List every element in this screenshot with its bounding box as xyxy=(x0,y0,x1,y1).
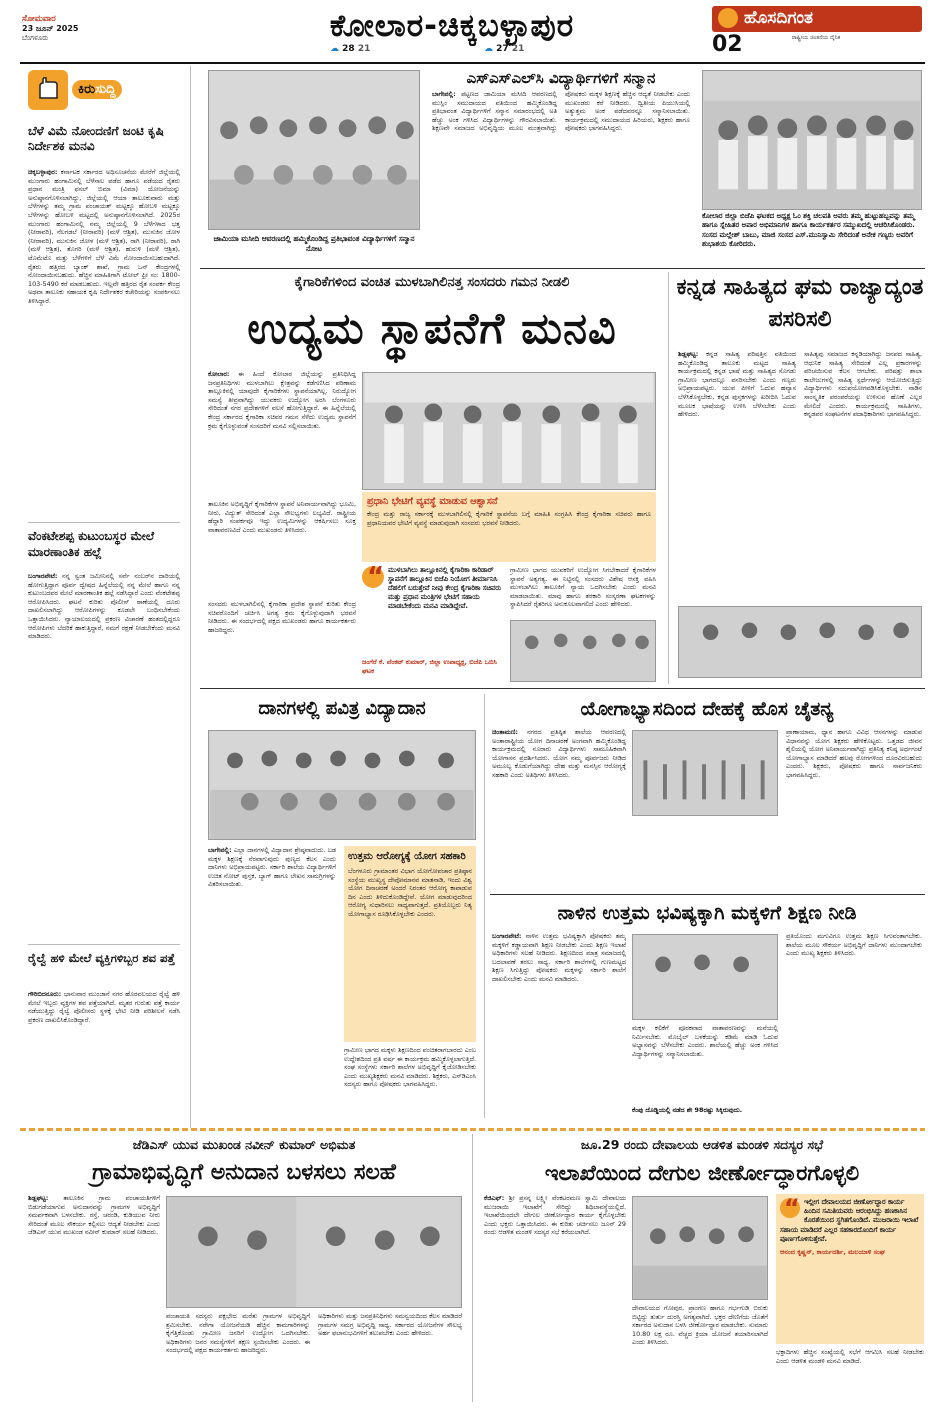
temple-kicker: ಜೂ.29 ರಂದು ದೇವಾಲಯ ಆಡಳಿತ ಮಂಡಳಿ ಸದಸ್ಯರ ಸಭೆ xyxy=(580,1137,824,1152)
nalina-place: ಬಂಗಾರಪೇಟೆ: xyxy=(492,932,522,940)
photo-caption: ಜಾಮಿಯಾ ಮಸೀದಿ ಆವರಣದಲ್ಲಿ ಹಮ್ಮಿಕೊಂಡಿದ್ದ ಪ್ರತಿಭಾವಂತ ವಿದ್ಯಾರ್ಥಿಗಳಿಗೆ ಸನ್ಮಾನ ನೋಟ xyxy=(213,234,415,253)
kannada-text-1: ಕನ್ನಡ ಸಾಹಿತ್ಯ ಪರಿಷತ್ತಿನ ವತಿಯಿಂದ ಹಮ್ಮಿಕೊಂಡಿದ್ದ ತಾಲೂಕು ಮಟ್ಟದ ಸಾಹಿತ್ಯ ಕಾರ್ಯಕ್ರಮದಲ್ಲಿ ಕನ್ನಡ ಭಾಷೆ ಮತ್ತು ಸಾಹಿತ್ಯದ ಸೊಗಡು ಗ್ರಾಮೀಣ ಭಾಗದಲ್ಲೂ ಪಸರಿಸಬೇಕು ಎಂದು ಗಣ್ಯರು ಅಭಿಪ್ರಾಯಪಟ್ಟರು. ಯುವ ಪೀಳಿಗೆ ಓದುವ ಹವ್ಯಾಸ ಬೆಳೆಸಿಕೊಳ್ಳಬೇಕು, ಕನ್ನಡ ಪುಸ್ತಕಗಳನ್ನು ಖರೀದಿಸಿ ಓದುವ ಮೂಲಕ ಭಾಷೆಯನ್ನು ಉಳಿಸಿ ಬೆಳೆಸಬೇಕು ಎಂದು ಹೇಳಿದರು. xyxy=(678,350,796,419)
kannada-body-2: ಸಾಹಿತ್ಯವು ಸಮಾಜದ ಕನ್ನಡಿಯಾಗಿದ್ದು ಜನಪದ ಸಾಹಿತ್ಯ, ಆಧುನಿಕ ಸಾಹಿತ್ಯ ಸೇರಿದಂತೆ ಎಲ್ಲ ಪ್ರಕಾರಗಳನ್ನು ಪರಿಚಯಿಸುವ ಕೆಲಸ ಆಗಬೇಕು. ಪರಿಷತ್ತು ಶಾಲಾ ಕಾಲೇಜುಗಳಲ್ಲಿ ಸಾಹಿತ್ಯ ಸ್ಪರ್ಧೆಗಳನ್ನು ಆಯೋಜಿಸುತ್ತಿದ್ದು ವಿದ್ಯಾರ್ಥಿಗಳು ಸದುಪಯೋಗಪಡಿಸಿಕೊಳ್ಳಬೇಕು. ನಾಡಿನ ಸಾಂಸ್ಕೃತಿಕ ಪರಂಪರೆಯನ್ನು ಉಳಿಸುವ ಹೊಣೆ ಎಲ್ಲರ ಮೇಲಿದೆ ಎಂದರು. ಕಾರ್ಯಕ್ರಮದಲ್ಲಿ ಸಾಹಿತಿಗಳು, ಕನ್ನಡಪರ ಸಂಘಟನೆಗಳ ಪದಾಧಿಕಾರಿಗಳು ಭಾಗವಹಿಸಿದ್ದರು. xyxy=(804,350,922,419)
photo-students-award xyxy=(632,934,778,1020)
udyama-body-4: ಗ್ರಾಮೀಣ ಭಾಗದ ಯುವಕರಿಗೆ ಉದ್ಯೋಗ ಸಿಗಬೇಕಾದರೆ ಕೈಗಾರಿಕೆಗಳ ಸ್ಥಾಪನೆ ಅತ್ಯಗತ್ಯ. ಈ ನಿಟ್ಟಿನಲ್ಲಿ ಸಂಸದರು ವಿಶೇಷ ಆಸಕ್ತಿ ವಹಿಸಿ ಮುಳಬಾಗಿಲು ತಾಲೂಕಿಗೆ ನ್ಯಾಯ ಒದಗಿಸಬೇಕು ಎಂದು ಮನವಿ ಮಾಡಲಾಯಿತು. ಮಾವು ಹಾಗೂ ತರಕಾರಿ ಸಂಸ್ಕರಣಾ ಘಟಕಗಳನ್ನು ಸ್ಥಾಪಿಸಿದರೆ ರೈತರಿಗೂ ಅನುಕೂಲವಾಗಲಿದೆ ಎಂದು ಹೇಳಿದರು. xyxy=(510,566,656,609)
nalina-text-1: ನಾಳಿನ ಉತ್ತಮ ಭವಿಷ್ಯಕ್ಕಾಗಿ ಪೋಷಕರು ತಮ್ಮ ಮಕ್ಕಳಿಗೆ ಕಡ್ಡಾಯವಾಗಿ ಶಿಕ್ಷಣ ನೀಡಬೇಕು ಎಂದು ಶಿಕ್ಷಣ ಇಲಾಖೆ ಅಧಿಕಾರಿಗಳು ಸಲಹೆ ನೀಡಿದರು. ಶಿಕ್ಷಣದಿಂದ ಮಾತ್ರ ಸಮಾಜದಲ್ಲಿ ಬದಲಾವಣೆ ತರಲು ಸಾಧ್ಯ. ಸರ್ಕಾರಿ ಶಾಲೆಗಳಲ್ಲಿ ಗುಣಮಟ್ಟದ ಶಿಕ್ಷಣ ಸಿಗುತ್ತಿದ್ದು ಪೋಷಕರು ಮಕ್ಕಳನ್ನು ಸರ್ಕಾರಿ ಶಾಲೆಗೆ ದಾಖಲಿಸಬೇಕು ಎಂದು ಮನವಿ ಮಾಡಿದರು. xyxy=(492,932,626,983)
yoga-title: ಯೋಗಾಭ್ಯಾಸದಿಂದ ದೇಹಕ್ಕೆ ಹೊಸ ಚೈತನ್ಯ xyxy=(580,698,834,720)
kannada-body-1 xyxy=(678,350,796,600)
kirusuddi-badge xyxy=(28,70,158,114)
weather-widget-1 xyxy=(330,44,420,58)
udyama-body-2: ತಾಲೂಕಿನ ಅಭಿವೃದ್ಧಿಗೆ ಕೈಗಾರಿಕೆಗಳ ಸ್ಥಾಪನೆ ಅನಿವಾರ್ಯವಾಗಿದ್ದು ಭೂಮಿ, ನೀರು, ವಿದ್ಯುತ್ ಸೇರಿದಂತೆ ಎಲ್ಲಾ ಸೌಲಭ್ಯಗಳು ಲಭ್ಯವಿದೆ. ರಾಷ್ಟ್ರೀಯ ಹೆದ್ದಾರಿ ಸಂಪರ್ಕವೂ ಇದ್ದು ಉದ್ಯಮಿಗಳನ್ನು ಆಕರ್ಷಿಸಲು ಸೂಕ್ತ ವಾತಾವರಣವಿದೆ ಎಂದು ಮುಖಂಡರು ತಿಳಿಸಿದರು. xyxy=(208,500,356,534)
udyama-place: ಕೋಲಾರ: xyxy=(208,370,230,378)
weather-hi: 28 xyxy=(342,44,355,54)
day-label: ಸೋಮವಾರ xyxy=(22,14,56,24)
yoga-body-1 xyxy=(492,728,626,888)
yoga-place: ಚಿಂತಾಮಣಿ: xyxy=(492,728,518,736)
weather-hi: 27 xyxy=(496,44,509,54)
udyama-quote-text: ಮುಳಬಾಗಿಲು ತಾಲ್ಲೂಕಿನಲ್ಲಿ ಕೈಗಾರಿಕಾ ಕಾರಿಡಾರ್ ಸ್ಥಾಪನೆಗೆ ತಾಲ್ಲೂಕಿನ ಬಿಜೆಪಿ ನಿಯೋಗ ತೀರ್ಮಾನಿಸಿ ದೆಹಲಿಗೆ ಬರುತ್ತೇವೆ ನೀವು ಕೇಂದ್ರ ಕೈಗಾರಿಕಾ ಸಚಿವರು ಮತ್ತು ಪ್ರಧಾನ ಮಂತ್ರಿಗಳ ಭೇಟಿಗೆ ಸಹಾಯ ಮಾಡಬೇಕೆಂದು ಮನವಿ ಮಾಡಿದ್ದೇವೆ. xyxy=(388,566,502,610)
udyama-box xyxy=(362,492,656,562)
city-label: ಬೆಂಗಳೂರು xyxy=(22,34,49,42)
yoga-body-2: ಪ್ರಾಣಾಯಾಮ, ಧ್ಯಾನ ಹಾಗೂ ವಿವಿಧ ಆಸನಗಳನ್ನು ಮಾಡುವ ವಿಧಾನವನ್ನು ಯೋಗ ಶಿಕ್ಷಕರು ಹೇಳಿಕೊಟ್ಟರು. ಒತ್ತಡದ ಜೀವನ ಶೈಲಿಯಲ್ಲಿ ಯೋಗ ಅನಿವಾರ್ಯವಾಗಿದ್ದು ಪ್ರತಿನಿತ್ಯ ಕನಿಷ್ಠ ಅರ್ಧಗಂಟೆ ಯೋಗಾಭ್ಯಾಸ ಮಾಡಿದರೆ ಹಲವು ರೋಗಗಳಿಂದ ದೂರವಿರಬಹುದು ಎಂದರು. ಶಿಕ್ಷಕರು, ಪೋಷಕರು ಹಾಗೂ ಸಾರ್ವಜನಿಕರು ಭಾಗವಹಿಸಿದ್ದರು. xyxy=(786,728,922,779)
page-number: 02 xyxy=(712,32,743,57)
photo-birthday-celebration xyxy=(702,70,922,210)
section-rule xyxy=(200,688,925,689)
temple-body-1 xyxy=(484,1194,626,1400)
kirusuddi-label-b: ಸುದ್ದಿ xyxy=(95,82,116,97)
photo-memorandum xyxy=(362,372,656,490)
brief-3-place: ಗೌರಿಬಿದನೂರು: xyxy=(28,990,62,998)
photo-gram-meeting xyxy=(166,1196,462,1308)
temple-quote-by: ಆನಂದ ಕೃಷ್ಣನ್, ಕಾರ್ಯದರ್ಶಿ, ಮಲಯಾಳಿ ಸಂಘ xyxy=(780,1248,885,1257)
brand-tagline: ರಾಷ್ಟ್ರೀಯ ಚಿಂತನೆಯ ದೈನಿಕ xyxy=(791,35,841,41)
photo-school-children xyxy=(208,730,476,840)
dana-title: ದಾನಗಳಲ್ಲಿ ಪವಿತ್ರ ವಿದ್ಯಾದಾನ xyxy=(258,698,426,719)
brand-name: ಹೊಸದಿಗಂತ xyxy=(744,8,814,28)
kannada-title: ಕನ್ನಡ ಸಾಹಿತ್ಯದ ಘಮ ರಾಜ್ಯಾದ್ಯಂತ ಪಸರಿಸಲಿ xyxy=(676,275,924,332)
dana-box xyxy=(344,846,476,1042)
jds-body-2: ಪಂಚಾಯತಿ ಸದಸ್ಯರು ಪಕ್ಷಭೇದ ಮರೆತು ಗ್ರಾಮಗಳ ಅಭಿವೃದ್ಧಿಗೆ ಶ್ರಮಿಸಬೇಕು. ನರೇಗಾ ಯೋಜನೆಯಡಿ ಹೆಚ್ಚಿನ ಕಾಮಗಾರಿಗಳನ್ನು ಕೈಗೆತ್ತಿಕೊಂಡು ಗ್ರಾಮೀಣ ಜನರಿಗೆ ಉದ್ಯೋಗ ಒದಗಿಸಬೇಕು. ಅಧಿಕಾರಿಗಳು ಜನರ ಸಮಸ್ಯೆಗಳಿಗೆ ತಕ್ಷಣ ಸ್ಪಂದಿಸಬೇಕು ಎಂದರು. ಈ ಸಂದರ್ಭದಲ್ಲಿ ಪಕ್ಷದ ಕಾರ್ಯಕರ್ತರು ಹಾಜರಿದ್ದರು. xyxy=(166,1312,310,1355)
udyama-box-body: ಕೇಂದ್ರ ಮತ್ತು ರಾಜ್ಯ ಸರ್ಕಾರಕ್ಕೆ ಮುಳಬಾಗಿಲಿನಲ್ಲಿ ಕೈಗಾರಿಕೆ ಸ್ಥಾಪನೆಯ ಬಗ್ಗೆ ಮಾಹಿತಿ ಸಂಗ್ರಹಿಸಿ ಕೇಂದ್ರ ಕೈಗಾರಿಕಾ ಸಚಿವರು ಹಾಗೂ ಪ್ರಧಾನಿಯವರ ಭೇಟಿಗೆ ವ್ಯವಸ್ಥೆ ಮಾಡುವುದಾಗಿ ಸಂಸದರು ಭರವಸೆ ನೀಡಿದರು. xyxy=(367,510,651,527)
temple-quote-box xyxy=(776,1194,924,1344)
sslc-article xyxy=(432,90,690,262)
registration-marks xyxy=(92,1406,132,1414)
brief-2-title: ವೆಂಕಟೇಶಪ್ಪ ಕುಟುಂಬಸ್ಥರ ಮೇಲೆ ಮಾರಣಾಂತಿಕ ಹಲ್ಲೆ xyxy=(28,529,155,559)
dana-place: ಬಾಗೇಪಲ್ಲಿ: xyxy=(208,846,232,854)
temple-place: ಕೆಜಿಎಫ್: xyxy=(484,1194,505,1202)
sslc-place: ಬಾಗೇಪಲ್ಲಿ: xyxy=(432,90,456,98)
weather-widget-2 xyxy=(484,44,574,58)
jds-body-3: ಅಧಿಕಾರಿಗಳು ಮತ್ತು ಜನಪ್ರತಿನಿಧಿಗಳು ಸಮನ್ವಯದಿಂದ ಕೆಲಸ ಮಾಡಿದರೆ ಗ್ರಾಮಗಳ ಸಮಗ್ರ ಅಭಿವೃದ್ಧಿ ಸಾಧ್ಯ. ಸರ್ಕಾರದ ಯೋಜನೆಗಳ ಸೌಲಭ್ಯ ಅರ್ಹ ಫಲಾನುಭವಿಗಳಿಗೆ ತಲುಪಬೇಕು ಎಂದು ಹೇಳಿದರು. xyxy=(318,1312,462,1338)
udyama-title: ಉದ್ಯಮ ಸ್ಥಾಪನೆಗೆ ಮನವಿ xyxy=(247,304,617,354)
nalina-body-2: ಮಕ್ಕಳ ಕಲಿಕೆಗೆ ಪೂರಕವಾದ ವಾತಾವರಣವನ್ನು ಮನೆಯಲ್ಲಿ ನಿರ್ಮಿಸಬೇಕು. ಮೊಬೈಲ್ ಬಳಕೆಯನ್ನು ಕಡಿಮೆ ಮಾಡಿ ಓದುವ ಅಭ್ಯಾಸವನ್ನು ಬೆಳೆಸಬೇಕು ಎಂದರು. ಶಾಲೆಯಲ್ಲಿ ಹೆಚ್ಚು ಅಂಕ ಗಳಿಸಿದ ವಿದ್ಯಾರ್ಥಿಗಳನ್ನು ಸನ್ಮಾನಿಸಲಾಯಿತು. xyxy=(632,1024,778,1058)
page-title: ಕೋಲಾರ-ಚಿಕ್ಕಬಳ್ಳಾಪುರ xyxy=(329,8,575,44)
dana-box-body: ಬೆಂಗಳೂರು ಗ್ರಾಮಾಂತರ ವಿಭಾಗ ಯೋಗೋಪಚಾರ ಪ್ರತಿಷ್ಠಾನ ಸಂಸ್ಥೆಯ ಮುಖ್ಯಸ್ಥ ದೇವೋಮಾನವ ಮಾತನಾಡಿ, ಇಂದು ವಿಶ್ವ ಯೋಗ ದಿನಾಚರಣೆ ಅಂದರೆ ನಿರಂತರ ಆರೋಗ್ಯ ಕಾಪಾಡುವ ದಿನ ಎಂದು ತಿಳಿದುಕೊಂಡಿದ್ದೇವೆ. ಯೋಗ ಮಾಡುವುದರಿಂದ ಆರೋಗ್ಯ ಸುಧಾರಿಸಲು ಸಾಧ್ಯವಾಗುತ್ತದೆ. ಪ್ರತಿಯೊಬ್ಬರು ನಿತ್ಯ ಯೋಗಾಭ್ಯಾಸ ರೂಢಿಸಿಕೊಳ್ಳಬೇಕು ಎಂದರು. xyxy=(348,867,472,918)
section-rule xyxy=(490,894,925,895)
nalina-title: ನಾಳಿನ ಉತ್ತಮ ಭವಿಷ್ಯಕ್ಕಾಗಿ ಮಕ್ಕಳಿಗೆ ಶಿಕ್ಷಣ ನೀಡಿ xyxy=(557,902,857,924)
photo-yoga-session xyxy=(632,730,778,816)
brief-3-text: ಭಾನುವಾರ ಮುಂಜಾನೆ ನಗರ ಹೊರವಲಯದ ರೈಲ್ವೆ ಹಳಿ ಮೇಲೆ ಇಬ್ಬರು ವ್ಯಕ್ತಿಗಳ ಶವ ಪತ್ತೆಯಾಗಿದೆ. ಮೃತರ ಗುರುತು ಪತ್ತೆ ಕಾರ್ಯ ನಡೆಯುತ್ತಿದ್ದು ರೈಲ್ವೆ ಪೊಲೀಸರು ಸ್ಥಳಕ್ಕೆ ಭೇಟಿ ನೀಡಿ ಪರಿಶೀಲನೆ ನಡೆಸಿ ಪ್ರಕರಣ ದಾಖಲಿಸಿಕೊಂಡಿದ್ದಾರೆ. xyxy=(28,990,180,1024)
brief-2-text: ನನ್ನ ಸ್ವಂತ ಜಮೀನಿನಲ್ಲಿ ಸರ್ವೆ ನಂಬರ್‌ನ ದಾರಿಯಲ್ಲಿ ಹೋಗುತ್ತಿದ್ದಾಗ ಪೂರ್ವ ದ್ವೇಷದ ಹಿನ್ನೆಲೆಯಲ್ಲಿ ನನ್ನ ಮೇಲೆ ಹಾಗೂ ನನ್ನ ಕುಟುಂಬದವರ ಮೇಲೆ ಮಾರಣಾಂತಿಕ ಹಲ್ಲೆ ನಡೆಸಿದ್ದಾರೆ ಎಂದು ವೆಂಕಟೇಶಪ್ಪ ಆರೋಪಿಸಿದರು. ಘಟನೆ ಕುರಿತು ಪೊಲೀಸ್ ಠಾಣೆಯಲ್ಲಿ ದೂರು ದಾಖಲಿಸಲಾಗಿದ್ದು ಆರೋಪಿಗಳನ್ನು ಕೂಡಲೇ ಬಂಧಿಸಬೇಕೆಂದು ಒತ್ತಾಯಿಸಿದರು. ನ್ಯಾಯಾಲಯದಲ್ಲಿ ಪ್ರಕರಣ ವಿಚಾರಣೆ ಹಂತದಲ್ಲಿದ್ದರೂ ಆರೋಪಿಗಳು ಬೆದರಿಕೆ ಹಾಕುತ್ತಿದ್ದಾರೆ, ನಮಗೆ ರಕ್ಷಣೆ ನೀಡಬೇಕೆಂದು ಮನವಿ ಮಾಡಿದರು. xyxy=(28,572,180,641)
header-rule xyxy=(20,62,925,64)
registration-marks xyxy=(330,1406,370,1414)
column-rule xyxy=(484,694,485,1118)
photo-students-felicitation xyxy=(208,70,420,230)
temple-text-1: ಶ್ರೀ ಪ್ರಸನ್ನ ಲಕ್ಷ್ಮೀ ವೆಂಕಟರಮಣ ಸ್ವಾಮಿ ದೇವಾಲಯ ಮುಜರಾಯಿ ಇಲಾಖೆಗೆ ಸೇರಿದ್ದು ಶಿಥಿಲಾವಸ್ಥೆಯಲ್ಲಿದೆ. ಇಲಾಖೆಯಿಂದಲೇ ದೇಗುಲ ಜೀರ್ಣೋದ್ಧಾರ ಕಾರ್ಯ ಕೈಗೊಳ್ಳಬೇಕು ಎಂದು ಭಕ್ತರು ಒತ್ತಾಯಿಸಿದರು. ಈ ಕುರಿತು ಚರ್ಚಿಸಲು ಜೂನ್ 29 ರಂದು ಆಡಳಿತ ಮಂಡಳಿ ಸದಸ್ಯರ ಸಭೆ ಕರೆಯಲಾಗಿದೆ. xyxy=(484,1194,626,1237)
dana-text-1: ಎಲ್ಲಾ ದಾನಗಳಲ್ಲಿ ವಿದ್ಯಾದಾನ ಶ್ರೇಷ್ಠವಾದುದು. ಬಡ ಮಕ್ಕಳ ಶಿಕ್ಷಣಕ್ಕೆ ನೆರವಾಗುವುದು ಪುಣ್ಯದ ಕೆಲಸ ಎಂದು ದಾನಿಗಳು ಅಭಿಪ್ರಾಯಪಟ್ಟರು. ಸರ್ಕಾರಿ ಶಾಲೆಯ ವಿದ್ಯಾರ್ಥಿಗಳಿಗೆ ಉಚಿತ ನೋಟ್ ಪುಸ್ತಕ, ಬ್ಯಾಗ್ ಹಾಗೂ ಲೇಖನ ಸಾಮಗ್ರಿಗಳನ್ನು ವಿತರಿಸಲಾಯಿತು. xyxy=(208,846,336,889)
divider xyxy=(28,944,180,945)
nalina-caption: ಕೆಂಪು ದೊಡ್ಡಿಯಲ್ಲಿ ನಡೆದ ಶೇ 98ರಷ್ಟು ಸಿಕ್ಕಿರುವುದು. xyxy=(632,1106,743,1114)
divider xyxy=(28,522,180,523)
section-divider xyxy=(20,1128,925,1131)
temple-body-2: ದೇವಾಲಯದ ಗೋಪುರ, ಪ್ರಾಂಗಣ ಹಾಗೂ ಗರ್ಭಗುಡಿ ಬಿರುಕು ಬಿಟ್ಟಿದ್ದು ತುರ್ತು ದುರಸ್ತಿ ಅಗತ್ಯವಾಗಿದೆ. ಭಕ್ತರ ದೇಣಿಗೆಯ ಜೊತೆಗೆ ಸರ್ಕಾರದ ಅನುದಾನ ಬಳಸಿ ಜೀರ್ಣೋದ್ಧಾರ ಮಾಡಬೇಕು. ಸುಮಾರು 10.80 ಲಕ್ಷ ರೂ. ವೆಚ್ಚದ ಕ್ರಿಯಾ ಯೋಜನೆ ತಯಾರಿಸಲಾಗಿದೆ ಎಂದು ತಿಳಿಸಿದರು. xyxy=(632,1304,768,1347)
brief-1-place: ಚಿಕ್ಕಬಳ್ಳಾಪುರ: xyxy=(28,168,58,176)
temple-quote-text: ಇಲ್ಲೀಗ ದೇವಾಲಯದ ಜೀರ್ಣೋದ್ಧಾರ ಕಾರ್ಯ ಹಿಂದಿನ ಸಮಿತಿಯವರು ಆರಂಭಿಸಿದ್ದು ಹಣಕಾಸಿನ ಕೊರತೆಯಿಂದ ಸ್ಥಗಿತಗೊಂಡಿದೆ. ಮುಜರಾಯಿ ಇಲಾಖೆ ಸಹಾಯ ಮಾಡಿದರೆ ಎಲ್ಲರ ಸಹಕಾರದೊಂದಿಗೆ ಕಾರ್ಯ ಪೂರ್ಣಗೊಳಿಸುತ್ತೇವೆ. xyxy=(780,1198,919,1243)
jds-kicker: ಜೆಡಿಎಸ್ ಯುವ ಮುಖಂಡ ನವೀನ್ ಕುಮಾರ್ ಅಭಿಮತ xyxy=(132,1137,356,1152)
registration-marks xyxy=(580,1406,620,1414)
sun-logo-icon xyxy=(718,8,738,28)
sslc-text: ಪಟ್ಟಣದ ಜಾಮಿಯಾ ಮಸೀದಿ ಆವರಣದಲ್ಲಿ ಮುಸ್ಲಿಂ ಸಮುದಾಯದ ವತಿಯಿಂದ ಹಮ್ಮಿಕೊಂಡಿದ್ದ ಪ್ರತಿಭಾವಂತ ವಿದ್ಯಾರ್ಥಿಗಳಿಗೆ ಸನ್ಮಾನ ಸಮಾರಂಭದಲ್ಲಿ ಅತಿ ಹೆಚ್ಚು ಅಂಕ ಗಳಿಸಿದ ವಿದ್ಯಾರ್ಥಿಗಳನ್ನು ಗೌರವಿಸಲಾಯಿತು. ಶಿಕ್ಷಣವೇ ಸಮಾಜದ ಅಭಿವೃದ್ಧಿಯ ಮೂಲ ಮಂತ್ರವಾಗಿದ್ದು ಪೋಷಕರು ಮಕ್ಕಳ ಶಿಕ್ಷಣಕ್ಕೆ ಹೆಚ್ಚಿನ ಆದ್ಯತೆ ನೀಡಬೇಕು ಎಂದು ಮುಖಂಡರು ಕರೆ ನೀಡಿದರು. ದ್ವಿತೀಯ ಪಿಯುಸಿಯಲ್ಲಿ ಅತ್ಯುತ್ತಮ ಅಂಕ ಪಡೆದವರನ್ನೂ ಸನ್ಮಾನಿಸಲಾಯಿತು. ಕಾರ್ಯಕ್ರಮದಲ್ಲಿ ಸಮುದಾಯದ ಹಿರಿಯರು, ಶಿಕ್ಷಕರು ಹಾಗೂ ಪೋಷಕರು ಭಾಗವಹಿಸಿದ್ದರು. xyxy=(432,90,690,133)
brief-1-text: ಕರ್ನಾಟಕ ಸರ್ಕಾರದ ಅಧಿಸೂಚನೆಯ ಮೇರೆಗೆ ಜಿಲ್ಲೆಯಲ್ಲಿ ಮುಂಗಾರು ಹಂಗಾಮಿನಲ್ಲಿ ಬೆಳೆಸಾಲ ಪಡೆದ ಹಾಗೂ ಪಡೆಯದ ರೈತರು ಪ್ರಧಾನ ಮಂತ್ರಿ ಫಸಲ್ ಬಿಮಾ (ವಿಮಾ) ಯೋಜನೆಯನ್ನು ಅನುಷ್ಠಾನಗೊಳಿಸಲಾಗಿದ್ದು, ಜಿಲ್ಲೆಯಲ್ಲಿ ಆಯಾ ತಾಲೂಕುವಾರು ಮತ್ತು ಬೆಳೆಗಳನ್ನು ತಮ್ಮ ಗ್ರಾಮ ಪಂಚಾಯತ್ ಮಟ್ಟಕ್ಕೂ ಹೋಬಳಿ ಮಟ್ಟಕ್ಕೂ ಬೆಳೆಗಳನ್ನು ಹೋಬಳಿ ಮಟ್ಟದಲ್ಲಿ ಅನುಷ್ಠಾನಗೊಳಿಸಲಾಗಿದೆ. 2025ರ ಮುಂಗಾರು ಹಂಗಾಮಿನಲ್ಲಿ ನಮ್ಮ ಜಿಲ್ಲೆಯಲ್ಲಿ 9 ಬೆಳೆಗಳಾದ ಭತ್ತ (ನೀರಾವರಿ), ನೆಲಗಡಲೆ (ನೀರಾವರಿ) (ಮಳೆ ಆಶ್ರಿತ), ಮುಸುಕಿನ ಜೋಳ (ನೀರಾವರಿ), ಮುಸುಕಿನ ಜೋಳ (ಮಳೆ ಆಶ್ರಿತ), ರಾಗಿ (ನೀರಾವರಿ), ರಾಗಿ (ಮಳೆ ಆಶ್ರಿತ), ತೊಗರಿ (ಮಳೆ ಆಶ್ರಿತ), ಹುರುಳಿ (ಮಳೆ ಆಶ್ರಿತ), ಟೊಮೆಟೊ ಮತ್ತು ಬೆಳೆಗಳಿಗೆ ಬೆಳೆ ವಿಮೆ ನೋಂದಾಯಿಸಬಹುದಾಗಿದೆ. ರೈತರು ಹತ್ತಿರದ ಬ್ಯಾಂಕ್ ಶಾಖೆ, ಗ್ರಾಮ ಒನ್ ಕೇಂದ್ರಗಳಲ್ಲಿ ನೋಂದಾಯಿಸಬಹುದು. ಹೆಚ್ಚಿನ ಮಾಹಿತಿಗಾಗಿ ಟೋಲ್ ಫ್ರೀ ಸಂ: 1800-103-5490 ಕರೆ ಮಾಡಬಹುದು. ಇಲ್ಲವೇ ಹತ್ತಿರದ ರೈತ ಸಂಪರ್ಕ ಕೇಂದ್ರ ಅಥವಾ ತಾಲೂಕು ಸಹಾಯಕ ಕೃಷಿ ನಿರ್ದೇಶಕರ ಕಚೇರಿಯನ್ನು ಸಂಪರ್ಕಿಸಲು ತಿಳಿಸಿದ್ದಾರೆ. xyxy=(28,168,180,305)
nalina-body-3: ಪ್ರತಿಯೊಂದು ಮಗುವಿಗೂ ಉತ್ತಮ ಶಿಕ್ಷಣ ಸಿಗುವಂತಾಗಬೇಕು. ಶಾಲೆಯ ಮೂಲ ಸೌಕರ್ಯ ಅಭಿವೃದ್ಧಿಗೆ ದಾನಿಗಳು ಮುಂದಾಗಬೇಕು ಎಂದು ಮುಖ್ಯ ಶಿಕ್ಷಕರು ತಿಳಿಸಿದರು. xyxy=(786,932,922,958)
weather-lo: 21 xyxy=(511,44,525,54)
column-rule xyxy=(668,272,669,684)
yoga-text-1: ನಗರದ ಪ್ರತಿಷ್ಠಿತ ಶಾಲೆಯ ಆವರಣದಲ್ಲಿ ಅಂತಾರಾಷ್ಟ್ರೀಯ ಯೋಗ ದಿನಾಚರಣೆ ಅಂಗವಾಗಿ ಹಮ್ಮಿಕೊಂಡಿದ್ದ ಕಾರ್ಯಕ್ರಮದಲ್ಲಿ ನೂರಾರು ವಿದ್ಯಾರ್ಥಿಗಳು ಸಾಮೂಹಿಕವಾಗಿ ಯೋಗಾಸನ ಪ್ರದರ್ಶಿಸಿದರು. ಯೋಗ ನಮ್ಮ ಪೂರ್ವಜರು ನೀಡಿದ ಅಮೂಲ್ಯ ಕೊಡುಗೆಯಾಗಿದ್ದು ದೇಹ ಮತ್ತು ಮನಸ್ಸಿನ ಆರೋಗ್ಯಕ್ಕೆ ಸಹಕಾರಿ ಎಂದು ಅತಿಥಿಗಳು ತಿಳಿಸಿದರು. xyxy=(492,728,626,779)
photo-meeting xyxy=(510,620,656,682)
photo-sahitya-event xyxy=(678,606,922,678)
dateline xyxy=(22,14,112,48)
temple-title: ಇಲಾಖೆಯಿಂದ ದೇಗುಲ ಜೀರ್ಣೋದ್ಧಾರಗೊಳ್ಳಲಿ xyxy=(544,1161,860,1185)
dana-box-title: ಉತ್ತಮ ಆರೋಗ್ಯಕ್ಕೆ ಯೋಗ ಸಹಕಾರಿ xyxy=(348,851,466,862)
dana-body-2: ಗ್ರಾಮೀಣ ಭಾಗದ ಮಕ್ಕಳು ಶಿಕ್ಷಣದಿಂದ ವಂಚಿತರಾಗಬಾರದು ಎಂಬ ಉದ್ದೇಶದಿಂದ ಪ್ರತಿ ವರ್ಷ ಈ ಕಾರ್ಯಕ್ರಮ ಹಮ್ಮಿಕೊಳ್ಳಲಾಗುತ್ತಿದೆ. ಸಂಘ ಸಂಸ್ಥೆಗಳು ಸರ್ಕಾರಿ ಶಾಲೆಗಳ ಅಭಿವೃದ್ಧಿಗೆ ಕೈಜೋಡಿಸಬೇಕು ಎಂದು ಮುಖ್ಯಶಿಕ್ಷಕರು ಮನವಿ ಮಾಡಿದರು. ಶಿಕ್ಷಕರು, ಎಸ್‌ಡಿಎಂಸಿ ಸದಸ್ಯರು ಹಾಗೂ ಪೋಷಕರು ಭಾಗವಹಿಸಿದ್ದರು. xyxy=(344,1046,476,1089)
udyama-body-3: ಸಂಸದರು ಮುಳಬಾಗಿಲಿನಲ್ಲಿ ಕೈಗಾರಿಕಾ ಪ್ರದೇಶ ಸ್ಥಾಪನೆ ಕುರಿತು ಕೇಂದ್ರ ಸಚಿವರೊಂದಿಗೆ ಚರ್ಚಿಸಿ ಅಗತ್ಯ ಕ್ರಮ ಕೈಗೊಳ್ಳುವುದಾಗಿ ಭರವಸೆ ನೀಡಿದರು. ಈ ಸಂದರ್ಭದಲ್ಲಿ ಪಕ್ಷದ ಮುಖಂಡರು ಹಾಗೂ ಕಾರ್ಯಕರ್ತರು ಹಾಜರಿದ್ದರು. xyxy=(208,600,356,634)
section-rule xyxy=(200,268,925,269)
kirusuddi-label-a: ಕಿರು xyxy=(78,82,96,97)
column-rule xyxy=(190,66,191,1128)
brief-1-body xyxy=(28,168,180,520)
cloud-icon: ☁ xyxy=(330,44,339,54)
page-title-block xyxy=(212,6,692,46)
udyama-quote-by: ಜಂಗೆರೆ ಕೆ. ವೆಂಕಟ್ ಕುಮಾರ್, ಜಿಲ್ಲಾ ಉಪಾಧ್ಯಕ್ಷ, ಬಿಜೆಪಿ ಒಬಿಸಿ ಘಟಕ xyxy=(362,658,497,675)
sslc-body xyxy=(432,90,690,262)
brief-2-place: ಬಂಗಾರಪೇಟೆ: xyxy=(28,572,58,580)
column-rule xyxy=(472,1134,473,1402)
jds-title: ಗ್ರಾಮಾಭಿವೃದ್ಧಿಗೆ ಅನುದಾನ ಬಳಸಲು ಸಲಹೆ xyxy=(92,1160,396,1185)
temple-body-3: ಭಕ್ತಾದಿಗಳು ಹೆಚ್ಚಿನ ಸಂಖ್ಯೆಯಲ್ಲಿ ಸಭೆಗೆ ಆಗಮಿಸಿ ಸಲಹೆ ನೀಡಬೇಕು ಎಂದು ಆಡಳಿತ ಮಂಡಳಿ ಮನವಿ ಮಾಡಿದೆ. xyxy=(776,1348,924,1365)
registration-marks xyxy=(834,1406,874,1414)
udyama-text-1: ಈ ಹಿಂದೆ ಕೋಲಾರ ಜಿಲ್ಲೆಯನ್ನು ಪ್ರತಿನಿಧಿಸಿದ್ದ ಜನಪ್ರತಿನಿಧಿಗಳು ಮುಳಬಾಗಿಲು ಕ್ಷೇತ್ರವನ್ನು ಕಡೆಗಣಿಸಿದ ಪರಿಣಾಮ ತಾಲ್ಲೂಕಿನಲ್ಲಿ ಯಾವುದೇ ಕೈಗಾರಿಕೆಗಳು ಸ್ಥಾಪನೆಯಾಗಿಲ್ಲ. ನಿರುದ್ಯೋಗ ಸಮಸ್ಯೆ ತೀವ್ರವಾಗಿದ್ದು ಯುವಕರು ಉದ್ಯೋಗ ಅರಸಿ ಬೆಂಗಳೂರು ಸೇರಿದಂತೆ ನಗರ ಪ್ರದೇಶಗಳಿಗೆ ವಲಸೆ ಹೋಗುತ್ತಿದ್ದಾರೆ. ಈ ಹಿನ್ನೆಲೆಯಲ್ಲಿ ಕೇಂದ್ರ ಸರ್ಕಾರದ ಕೈಗಾರಿಕಾ ಸಚಿವರ ಗಮನ ಸೆಳೆದು ಉದ್ಯಮ ಸ್ಥಾಪನೆಗೆ ಕ್ರಮ ಕೈಗೊಳ್ಳುವಂತೆ ಸಂಸದರಿಗೆ ಮನವಿ ಸಲ್ಲಿಸಲಾಯಿತು. xyxy=(208,370,356,430)
jds-text-1: ತಾಲೂಕಿನ ಗ್ರಾಮ ಪಂಚಾಯತಿಗಳಿಗೆ ಬಿಡುಗಡೆಯಾಗುವ ಅನುದಾನವನ್ನು ಗ್ರಾಮಗಳ ಅಭಿವೃದ್ಧಿಗೆ ಸಮರ್ಪಕವಾಗಿ ಬಳಸಬೇಕು. ರಸ್ತೆ, ಚರಂಡಿ, ಕುಡಿಯುವ ನೀರು ಸೇರಿದಂತೆ ಮೂಲ ಸೌಕರ್ಯ ಕಲ್ಪಿಸಲು ಆದ್ಯತೆ ನೀಡಬೇಕು ಎಂದು ಜೆಡಿಎಸ್ ಯುವ ಮುಖಂಡ ನವೀನ್ ಕುಮಾರ್ ಸಲಹೆ ನೀಡಿದರು. xyxy=(28,1194,160,1237)
nalina-body-1 xyxy=(492,932,626,1118)
photo-caption: ಕೋಲಾರ ಜಿಲ್ಲಾ ಬಿಜೆಪಿ ಘಟಕದ ಅಧ್ಯಕ್ಷ ಓಂ ಶಕ್ತಿ ಚಲಪತಿ ಅವರು ತಮ್ಮ ಹುಟ್ಟುಹಬ್ಬವನ್ನು ತಮ್ಮ ಹಾಗೂ ಸ್ನೇಹಿತರ ಅಪಾರ ಅಭಿಮಾನಿಗಳ ಹಾಗೂ ಕಾರ್ಯಕರ್ತರ ಸಮ್ಮುಖದಲ್ಲಿ ಆಚರಿಸಿಕೊಂಡರು. ಸಂಸದ ಮಲ್ಲೇಶ್ ಬಾಬು, ಮಾಜಿ ಸಂಸದ ಎಸ್.ಮುನಿಸ್ವಾಮಿ ಸೇರಿದಂತೆ ಅನೇಕ ಗಣ್ಯರು ಅವರಿಗೆ ಶುಭಾಶಯ ಕೋರಿದರು. xyxy=(702,212,915,249)
jds-body-1 xyxy=(28,1194,160,1400)
brief-3-body xyxy=(28,990,180,1120)
sslc-title: ಎಸ್ಎಸ್ಎಲ್‌ಸಿ ವಿದ್ಯಾರ್ಥಿಗಳಿಗೆ ಸನ್ಮಾನ xyxy=(466,69,656,87)
quote-icon: “ xyxy=(362,566,384,588)
cloud-icon: ☁ xyxy=(484,44,493,54)
udyama-quote xyxy=(362,566,502,680)
brief-2-body xyxy=(28,572,180,942)
date-label: 23 ಜೂನ್ 2025 xyxy=(22,24,79,33)
udyama-box-title: ಪ್ರಧಾನಿ ಭೇಟಿಗೆ ವ್ಯವಸ್ಥೆ ಮಾಡುವ ಆಶ್ವಾಸನೆ xyxy=(367,496,498,507)
brief-3-title: ರೈಲ್ವೆ ಹಳಿ ಮೇಲೆ ವ್ಯಕ್ತಿಗಳಿಬ್ಬರ ಶವ ಪತ್ತೆ xyxy=(28,951,175,965)
brand-banner xyxy=(712,6,922,32)
quote-icon: “ xyxy=(780,1198,800,1218)
kannada-place: ಶಿಡ್ಲಘಟ್ಟ: xyxy=(678,350,699,358)
photo-temple-meeting xyxy=(632,1196,768,1300)
brief-1-title: ಬೆಳೆ ವಿಮೆ ನೋಂದಣಿಗೆ ಜಂಟಿ ಕೃಷಿ ನಿರ್ದೇಶಕ ಮನವಿ xyxy=(28,124,164,153)
jds-place: ಶಿಡ್ಲಘಟ್ಟ: xyxy=(28,1194,49,1202)
udyama-kicker: ಕೈಗಾರಿಕೆಗಳಿಂದ ವಂಚಿತ ಮುಳಬಾಗಿಲಿನತ್ತ ಸಂಸದರು ಗಮನ ನೀಡಲಿ xyxy=(294,275,570,290)
hand-icon xyxy=(28,70,68,110)
weather-lo: 21 xyxy=(357,44,371,54)
dana-body-1 xyxy=(208,846,336,1118)
